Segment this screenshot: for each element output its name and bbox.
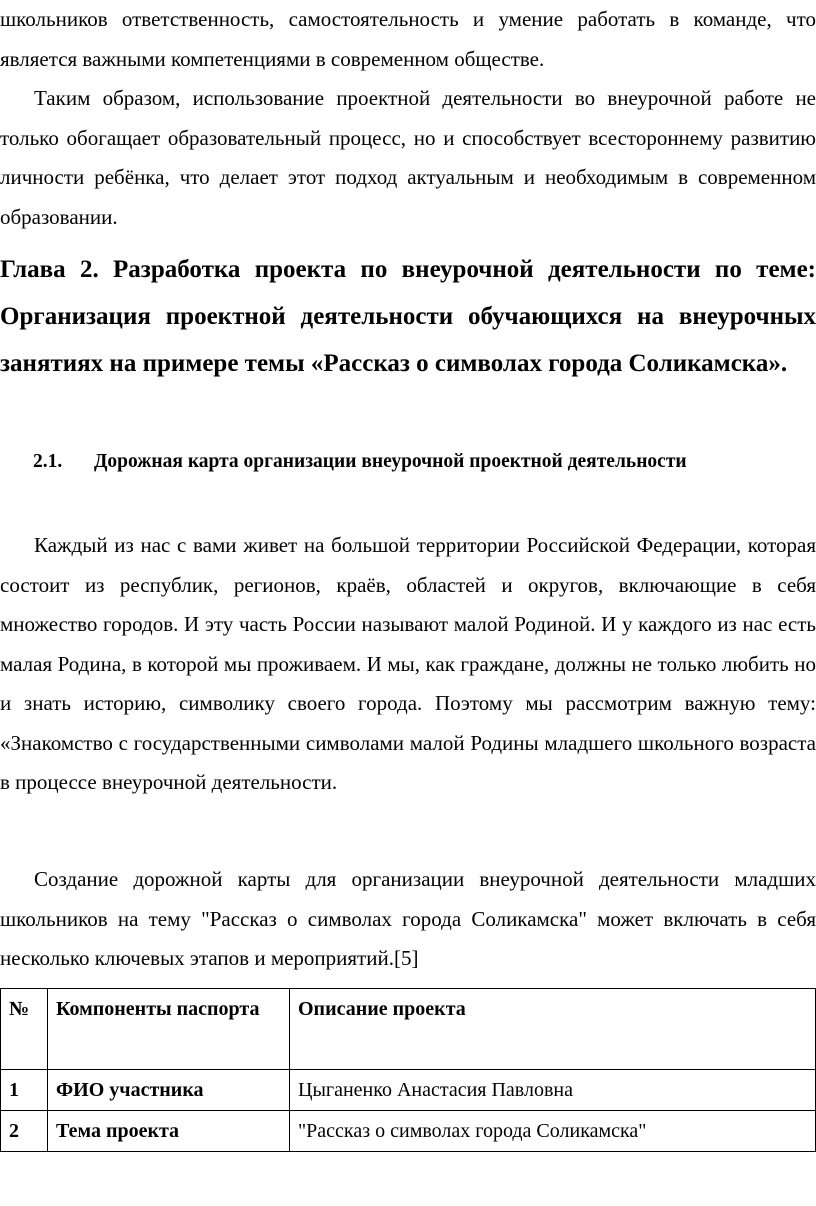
table-row [1, 1111, 816, 1152]
table-row [1, 1070, 816, 1111]
body-paragraph: Каждый из нас с вами живет на большой территории Российской Федерации, которая состоит из республик, регионов, краёв, областей и округов, включающие в себя множество городов. И эту часть России называют малой Родиной. И у каждого из нас есть малая Родина, в которой мы проживаем. И мы, как граждане, должны не только любить но и знать историю, символику своего города. Поэтому мы рассмотрим важную тему: «Знакомство с государственными символами малой Родины младшего школьного возраста в процессе внеурочной деятельности. [0, 533, 816, 794]
table-header-cell: Описание проекта [290, 989, 816, 1070]
section-title: Дорожная карта организации внеурочной проектной деятельности [94, 451, 687, 472]
section-number: 2.1. [33, 451, 63, 472]
table-cell: Тема проекта [48, 1111, 290, 1152]
body-paragraph: Таким образом, использование проектной деятельности во внеурочной работе не только обогащает образовательный процесс, но и способствует всестороннему развитию личности ребёнка, что делает этот подход актуальным и необходимым в современном образовании. [0, 86, 816, 229]
project-passport-table [0, 988, 816, 1152]
table-cell: ФИО участника [48, 1070, 290, 1111]
table-cell: Цыганенко Анастасия Павловна [290, 1070, 816, 1111]
chapter-heading: Глава 2. Разработка проекта по внеурочной деятельности по теме: Организация проектной деятельности обучающихся на внеурочных занятиях на примере темы «Рассказ о символах города Соликамска». [0, 256, 816, 377]
body-paragraph: школьников ответственность, самостоятельность и умение работать в команде, что является важными компетенциями в современном обществе. [0, 7, 816, 71]
table-header-cell: № [1, 989, 48, 1070]
table-cell: "Рассказ о символах города Соликамска" [290, 1111, 816, 1152]
table-header-row [1, 989, 816, 1070]
body-paragraph: Создание дорожной карты для организации внеурочной деятельности младших школьников на тему "Рассказ о символах города Соликамска" может включать в себя несколько ключевых этапов и мероприятий.[5] [0, 867, 816, 970]
table-cell: 2 [1, 1111, 48, 1152]
table-header-cell: Компоненты паспорта [48, 989, 290, 1070]
table-cell: 1 [1, 1070, 48, 1111]
